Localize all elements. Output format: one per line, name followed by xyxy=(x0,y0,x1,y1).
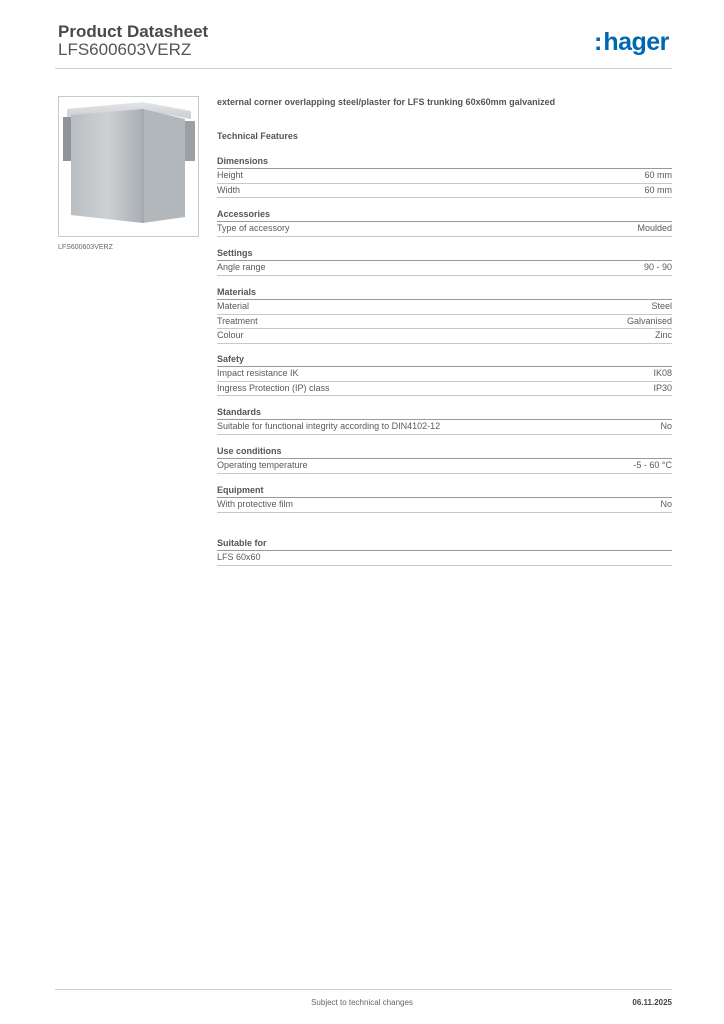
table-row xyxy=(217,459,672,474)
row-value: IK08 xyxy=(653,368,672,379)
section-materials xyxy=(217,286,672,344)
section-dimensions xyxy=(217,155,672,198)
section-title: Suitable for xyxy=(217,537,672,551)
row-value: 60 mm xyxy=(644,184,672,195)
table-row xyxy=(217,261,672,276)
footer-note: Subject to technical changes xyxy=(311,998,413,1007)
logo-colon-icon: : xyxy=(594,28,603,56)
row-label: Operating temperature xyxy=(217,460,308,471)
section-title: Use conditions xyxy=(217,445,672,459)
row-label: Type of accessory xyxy=(217,223,290,234)
section-title: Settings xyxy=(217,247,672,261)
row-label: Angle range xyxy=(217,262,266,273)
product-description: external corner overlapping steel/plaster for LFS trunking 60x60mm galvanized xyxy=(217,97,556,107)
technical-features-heading: Technical Features xyxy=(217,131,298,141)
section-use-conditions xyxy=(217,445,672,474)
footer-divider xyxy=(55,989,672,990)
table-row xyxy=(217,184,672,199)
row-value: Zinc xyxy=(654,330,672,341)
row-value: No xyxy=(660,421,672,432)
page-title: Product Datasheet xyxy=(58,22,209,41)
row-label: Width xyxy=(217,184,241,195)
table-row xyxy=(217,367,672,382)
section-accessories xyxy=(217,208,672,237)
row-value: Moulded xyxy=(637,223,672,234)
section-settings xyxy=(217,247,672,276)
row-label: With protective film xyxy=(217,499,294,510)
row-label: Impact resistance IK xyxy=(217,368,299,379)
row-label: Material xyxy=(217,301,250,312)
row-value: No xyxy=(660,499,672,510)
section-title: Dimensions xyxy=(217,155,672,169)
table-row xyxy=(217,551,672,566)
row-label: Treatment xyxy=(217,315,258,326)
section-title: Safety xyxy=(217,353,672,367)
logo-text: hager xyxy=(603,28,669,56)
table-row xyxy=(217,315,672,330)
table-row xyxy=(217,329,672,344)
table-row xyxy=(217,300,672,315)
image-caption: LFS600603VERZ xyxy=(58,244,113,251)
product-code: LFS600603VERZ xyxy=(58,40,192,59)
table-row xyxy=(217,382,672,397)
section-safety xyxy=(217,353,672,396)
corner-trunking-product-icon xyxy=(59,97,198,236)
row-label: Height xyxy=(217,170,244,181)
footer-date: 06.11.2025 xyxy=(632,998,672,1007)
product-image xyxy=(58,96,199,237)
row-label: Colour xyxy=(217,330,244,341)
section-title: Materials xyxy=(217,286,672,300)
header-divider xyxy=(55,68,672,69)
section-title: Equipment xyxy=(217,484,672,498)
section-title: Standards xyxy=(217,406,672,420)
table-row xyxy=(217,498,672,513)
row-value: 60 mm xyxy=(644,170,672,181)
row-value: Galvanised xyxy=(626,315,672,326)
section-title: Accessories xyxy=(217,208,672,222)
row-value: Steel xyxy=(651,301,672,312)
row-value: 90 - 90 xyxy=(643,262,672,273)
section-standards xyxy=(217,406,672,435)
row-value: IP30 xyxy=(653,382,672,393)
row-label: LFS 60x60 xyxy=(217,552,261,563)
row-value: -5 - 60 °C xyxy=(633,460,672,471)
section-suitable-for xyxy=(217,537,672,566)
table-row xyxy=(217,222,672,237)
table-row xyxy=(217,420,672,435)
row-label: Ingress Protection (IP) class xyxy=(217,382,330,393)
table-row xyxy=(217,169,672,184)
section-equipment xyxy=(217,484,672,513)
row-label: Suitable for functional integrity according to DIN4102-12 xyxy=(217,421,441,432)
hager-logo xyxy=(594,28,669,58)
